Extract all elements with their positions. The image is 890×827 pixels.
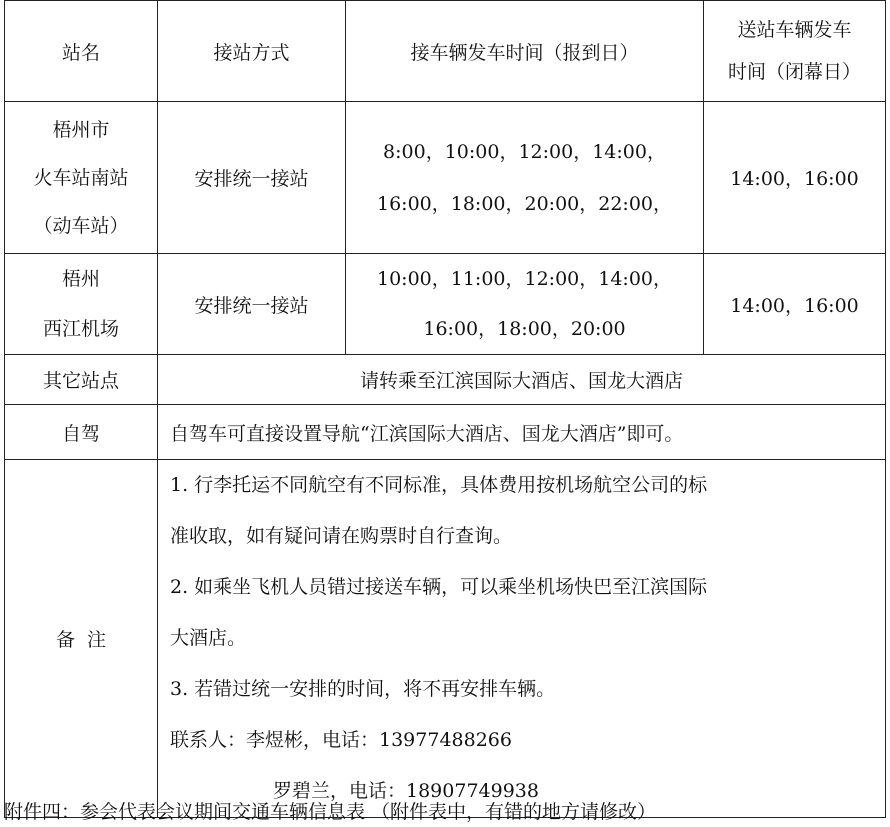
remarks-label: 备 注 <box>5 460 158 818</box>
self-drive-label: 自驾 <box>5 405 158 460</box>
remark-line: 3. 若错过统一安排的时间，将不再安排车辆。 <box>170 678 556 700</box>
station-line: （动车站） <box>33 214 129 237</box>
dropoff-time-cell: 14:00，16:00 <box>704 102 886 254</box>
header-row <box>5 1 886 102</box>
transport-schedule-table <box>4 0 886 818</box>
table-row-remarks <box>5 460 886 818</box>
other-stations-text: 请转乘至江滨国际大酒店、国龙大酒店 <box>158 355 886 405</box>
pickup-time-line: 8:00，10:00，12:00，14:00， <box>383 140 666 163</box>
station-cell <box>5 102 158 254</box>
table-row-other-stations <box>5 355 886 405</box>
other-stations-label: 其它站点 <box>5 355 158 405</box>
station-line: 梧州市 <box>52 118 110 141</box>
header-dropoff-time <box>704 1 886 102</box>
pickup-time-cell <box>346 254 704 355</box>
table-row-self-drive <box>5 405 886 460</box>
self-drive-text: 自驾车可直接设置导航“江滨国际大酒店、国龙大酒店”即可。 <box>158 405 886 460</box>
remark-line: 1. 行李托运不同航空有不同标准，具体费用按机场航空公司的标 <box>170 474 708 496</box>
header-dropoff-line-1: 送站车辆发车 <box>737 19 852 41</box>
header-pickup-time: 接车辆发车时间（报到日） <box>346 1 704 102</box>
station-line: 梧州 <box>61 268 100 290</box>
remark-line: 准收取，如有疑问请在购票时自行查询。 <box>170 525 513 547</box>
pickup-time-line: 16:00，18:00，20:00 <box>423 318 626 340</box>
method-cell: 安排统一接站 <box>158 254 346 355</box>
header-dropoff-line-2: 时间（闭幕日） <box>727 61 861 83</box>
station-line: 西江机场 <box>42 318 119 340</box>
cutoff-caption: 附件四：参会代表会议期间交通车辆信息表 （附件表中，有错的地方请修改） <box>4 801 657 823</box>
remarks-text <box>158 460 886 818</box>
table-row-train-station <box>5 102 886 254</box>
contact-line-2: 罗碧兰，电话：18907749938 <box>273 780 539 802</box>
station-line: 火车站南站 <box>33 166 129 189</box>
remark-line: 2. 如乘坐飞机人员错过接送车辆，可以乘坐机场快巴至江滨国际 <box>170 576 708 598</box>
table-row-airport <box>5 254 886 355</box>
header-station: 站名 <box>5 1 158 102</box>
pickup-time-line: 10:00，11:00，12:00，14:00， <box>376 268 673 290</box>
header-method: 接站方式 <box>158 1 346 102</box>
pickup-time-line: 16:00，18:00，20:00，22:00， <box>376 192 673 215</box>
dropoff-time-cell: 14:00，16:00 <box>704 254 886 355</box>
pickup-time-cell <box>346 102 704 254</box>
method-cell: 安排统一接站 <box>158 102 346 254</box>
remark-line: 大酒店。 <box>170 627 247 649</box>
station-cell <box>5 254 158 355</box>
contact-line: 联系人：李煜彬，电话：13977488266 <box>170 729 512 751</box>
